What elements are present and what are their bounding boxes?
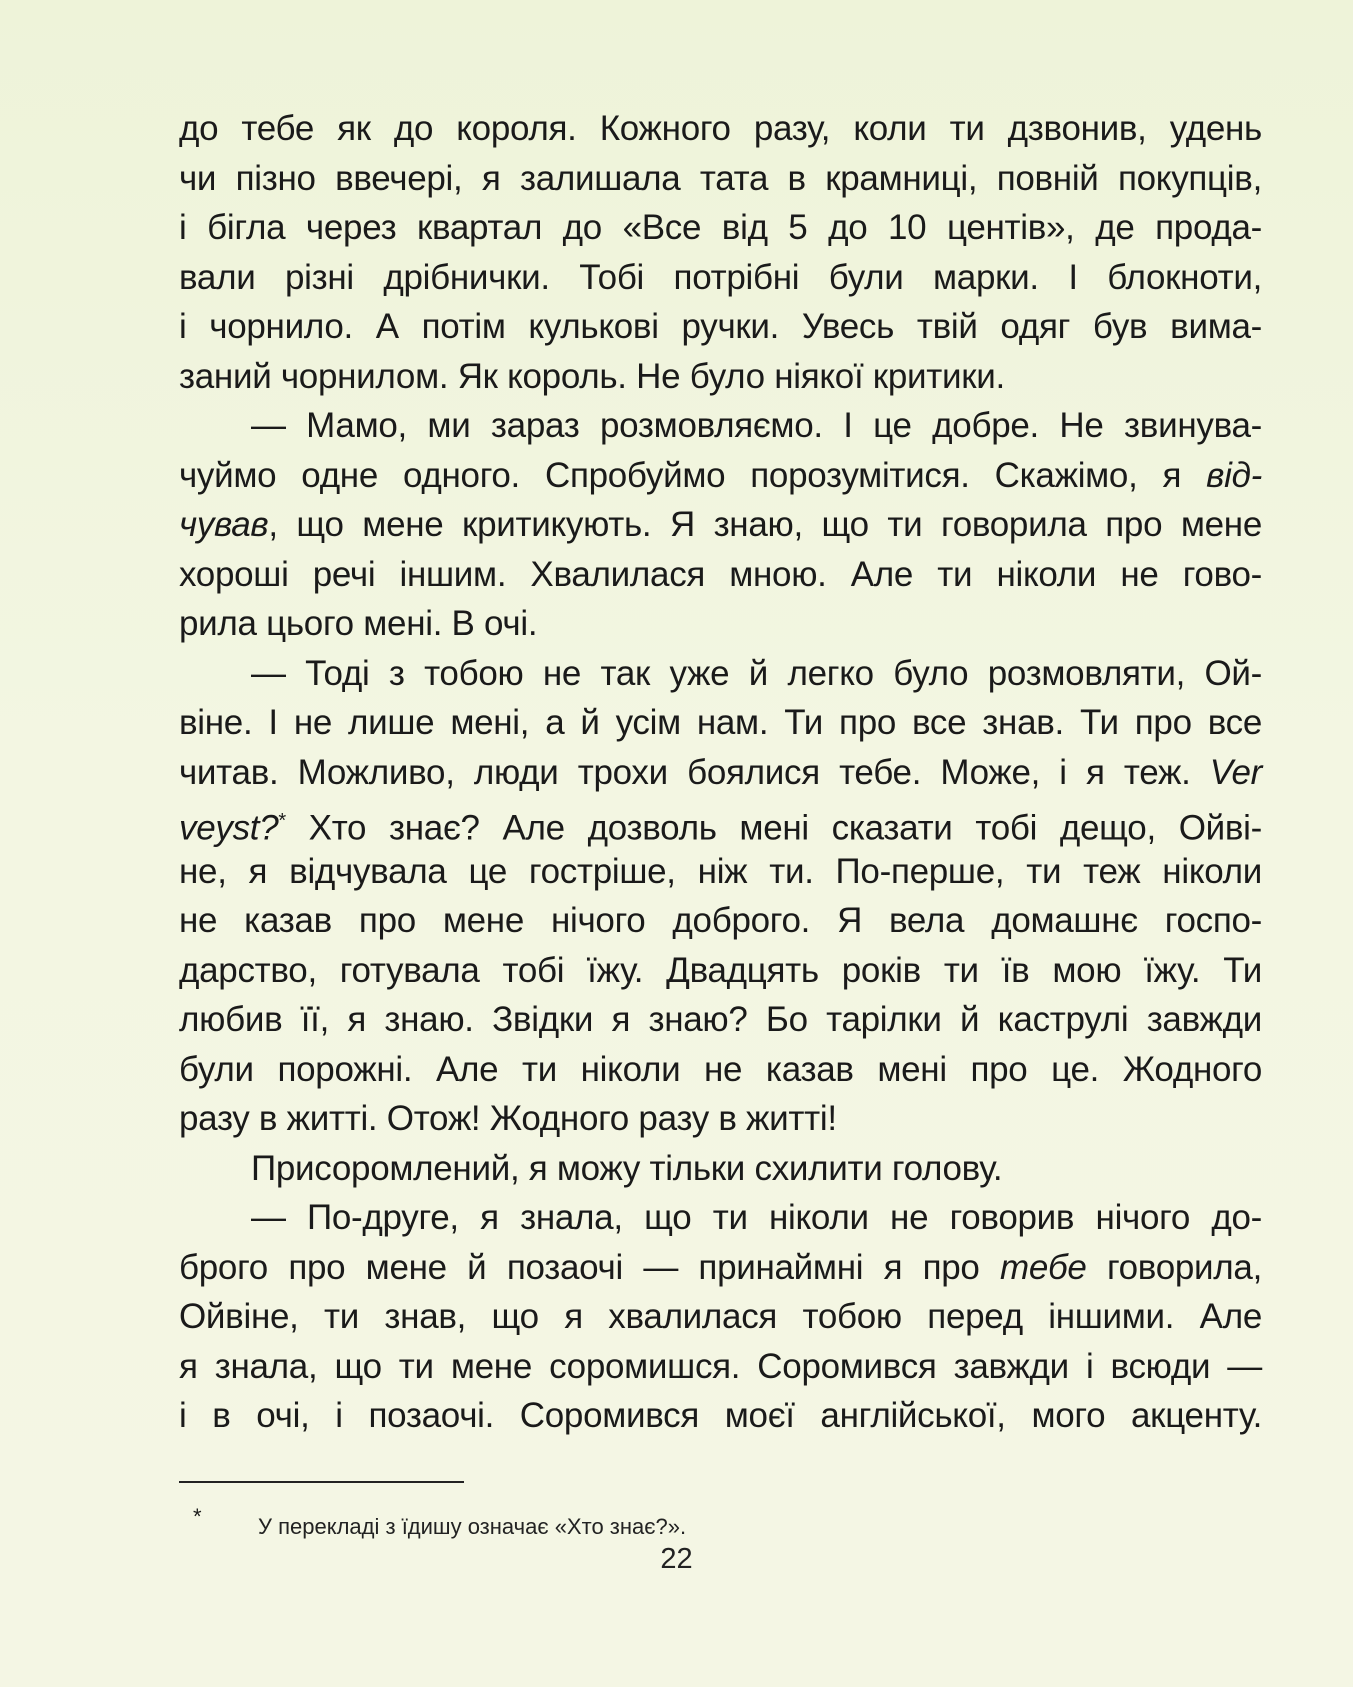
footnote-text: У перекладі з їдишу означає «Хто знає?». bbox=[258, 1514, 687, 1539]
text-line: — По-друге, я знала, що ти ніколи не говорив нічого до- bbox=[251, 1198, 1262, 1237]
text-line: віне. І не лише мені, а й усім нам. Ти про все знав. Ти про все bbox=[179, 703, 1262, 742]
text-line: Ойвіне, ти знав, що я хвалилася тобою перед іншими. Але bbox=[179, 1297, 1262, 1336]
text-line bbox=[179, 748, 1262, 798]
text-line bbox=[179, 500, 1262, 550]
text-line bbox=[179, 1243, 1262, 1293]
text-run: читав. Можливо, люди трохи боялися тебе. Може, і я теж. bbox=[179, 752, 1210, 792]
text-line bbox=[179, 797, 1262, 847]
text-line: були порожні. Але ти ніколи не казав мені про це. Жодного bbox=[179, 1049, 1262, 1089]
text-line: не, я відчувала це гостріше, ніж ти. По-перше, ти теж ніколи bbox=[179, 851, 1262, 891]
footnote bbox=[193, 1504, 1193, 1548]
text-line: чи пізно ввечері, я залишала тата в крамниці, повній покупців, bbox=[179, 158, 1262, 198]
italic-run: veyst? bbox=[179, 808, 279, 848]
text-line bbox=[179, 451, 1262, 501]
text-line: і чорнило. А потім кулькові ручки. Увесь твій одяг був вима- bbox=[179, 307, 1262, 346]
italic-run: від- bbox=[1206, 455, 1262, 495]
text-line: рила цього мені. В очі. bbox=[179, 604, 538, 643]
italic-run: тебе bbox=[999, 1247, 1087, 1287]
text-line: — Тоді з тобою не так уже й легко було розмовляти, Ой- bbox=[251, 653, 1262, 693]
text-run: чуймо одне одного. Спробуймо порозумітися. Скажімо, я bbox=[179, 455, 1207, 495]
text-line: любив її, я знаю. Звідки я знаю? Бо тарілки й каструлі завжди bbox=[179, 1000, 1262, 1039]
text-line: не казав про мене нічого доброго. Я вела домашнє госпо- bbox=[179, 901, 1262, 940]
footnote-ref: * bbox=[278, 810, 286, 832]
text-run: говорила, bbox=[1086, 1247, 1262, 1287]
text-run: , що мене критикують. Я знаю, що ти говорила про мене bbox=[268, 505, 1262, 544]
text-line: разу в житті. Отож! Жодного разу в житті! bbox=[179, 1099, 837, 1138]
italic-run: Ver bbox=[1209, 752, 1262, 792]
text-line: і в очі, і позаочі. Соромився моєї англійської, мого акценту. bbox=[179, 1396, 1262, 1435]
text-line: — Мамо, ми зараз розмовляємо. І це добре. Не звинува- bbox=[251, 406, 1262, 445]
text-line: я знала, що ти мене соромишся. Соромився завжди і всюди — bbox=[179, 1346, 1262, 1386]
footnote-marker: * bbox=[193, 1504, 202, 1529]
text-run: Хто знає? Але дозволь мені сказати тобі дещо, Ойві- bbox=[285, 808, 1262, 848]
page-number: 22 bbox=[660, 1543, 693, 1575]
text-block bbox=[179, 104, 1262, 1441]
footnote-divider bbox=[179, 1481, 464, 1483]
text-line: Присоромлений, я можу тільки схилити голову. bbox=[251, 1148, 1003, 1188]
text-line: хороші речі іншим. Хвалилася мною. Але ти ніколи не гово- bbox=[179, 554, 1262, 594]
text-line: заний чорнилом. Як король. Не було ніякої критики. bbox=[179, 356, 1005, 396]
text-line: до тебе як до короля. Кожного разу, коли ти дзвонив, удень bbox=[179, 109, 1262, 148]
text-line: і бігла через квартал до «Все від 5 до 10 центів», де прода- bbox=[179, 208, 1262, 247]
text-line: вали різні дрібнички. Тобі потрібні були марки. І блокноти, bbox=[179, 257, 1262, 297]
italic-run: чував bbox=[179, 505, 269, 544]
text-line: дарство, готувала тобі їжу. Двадцять років ти їв мою їжу. Ти bbox=[179, 950, 1262, 990]
text-run: брого про мене й позаочі — принаймні я про bbox=[179, 1247, 1000, 1287]
